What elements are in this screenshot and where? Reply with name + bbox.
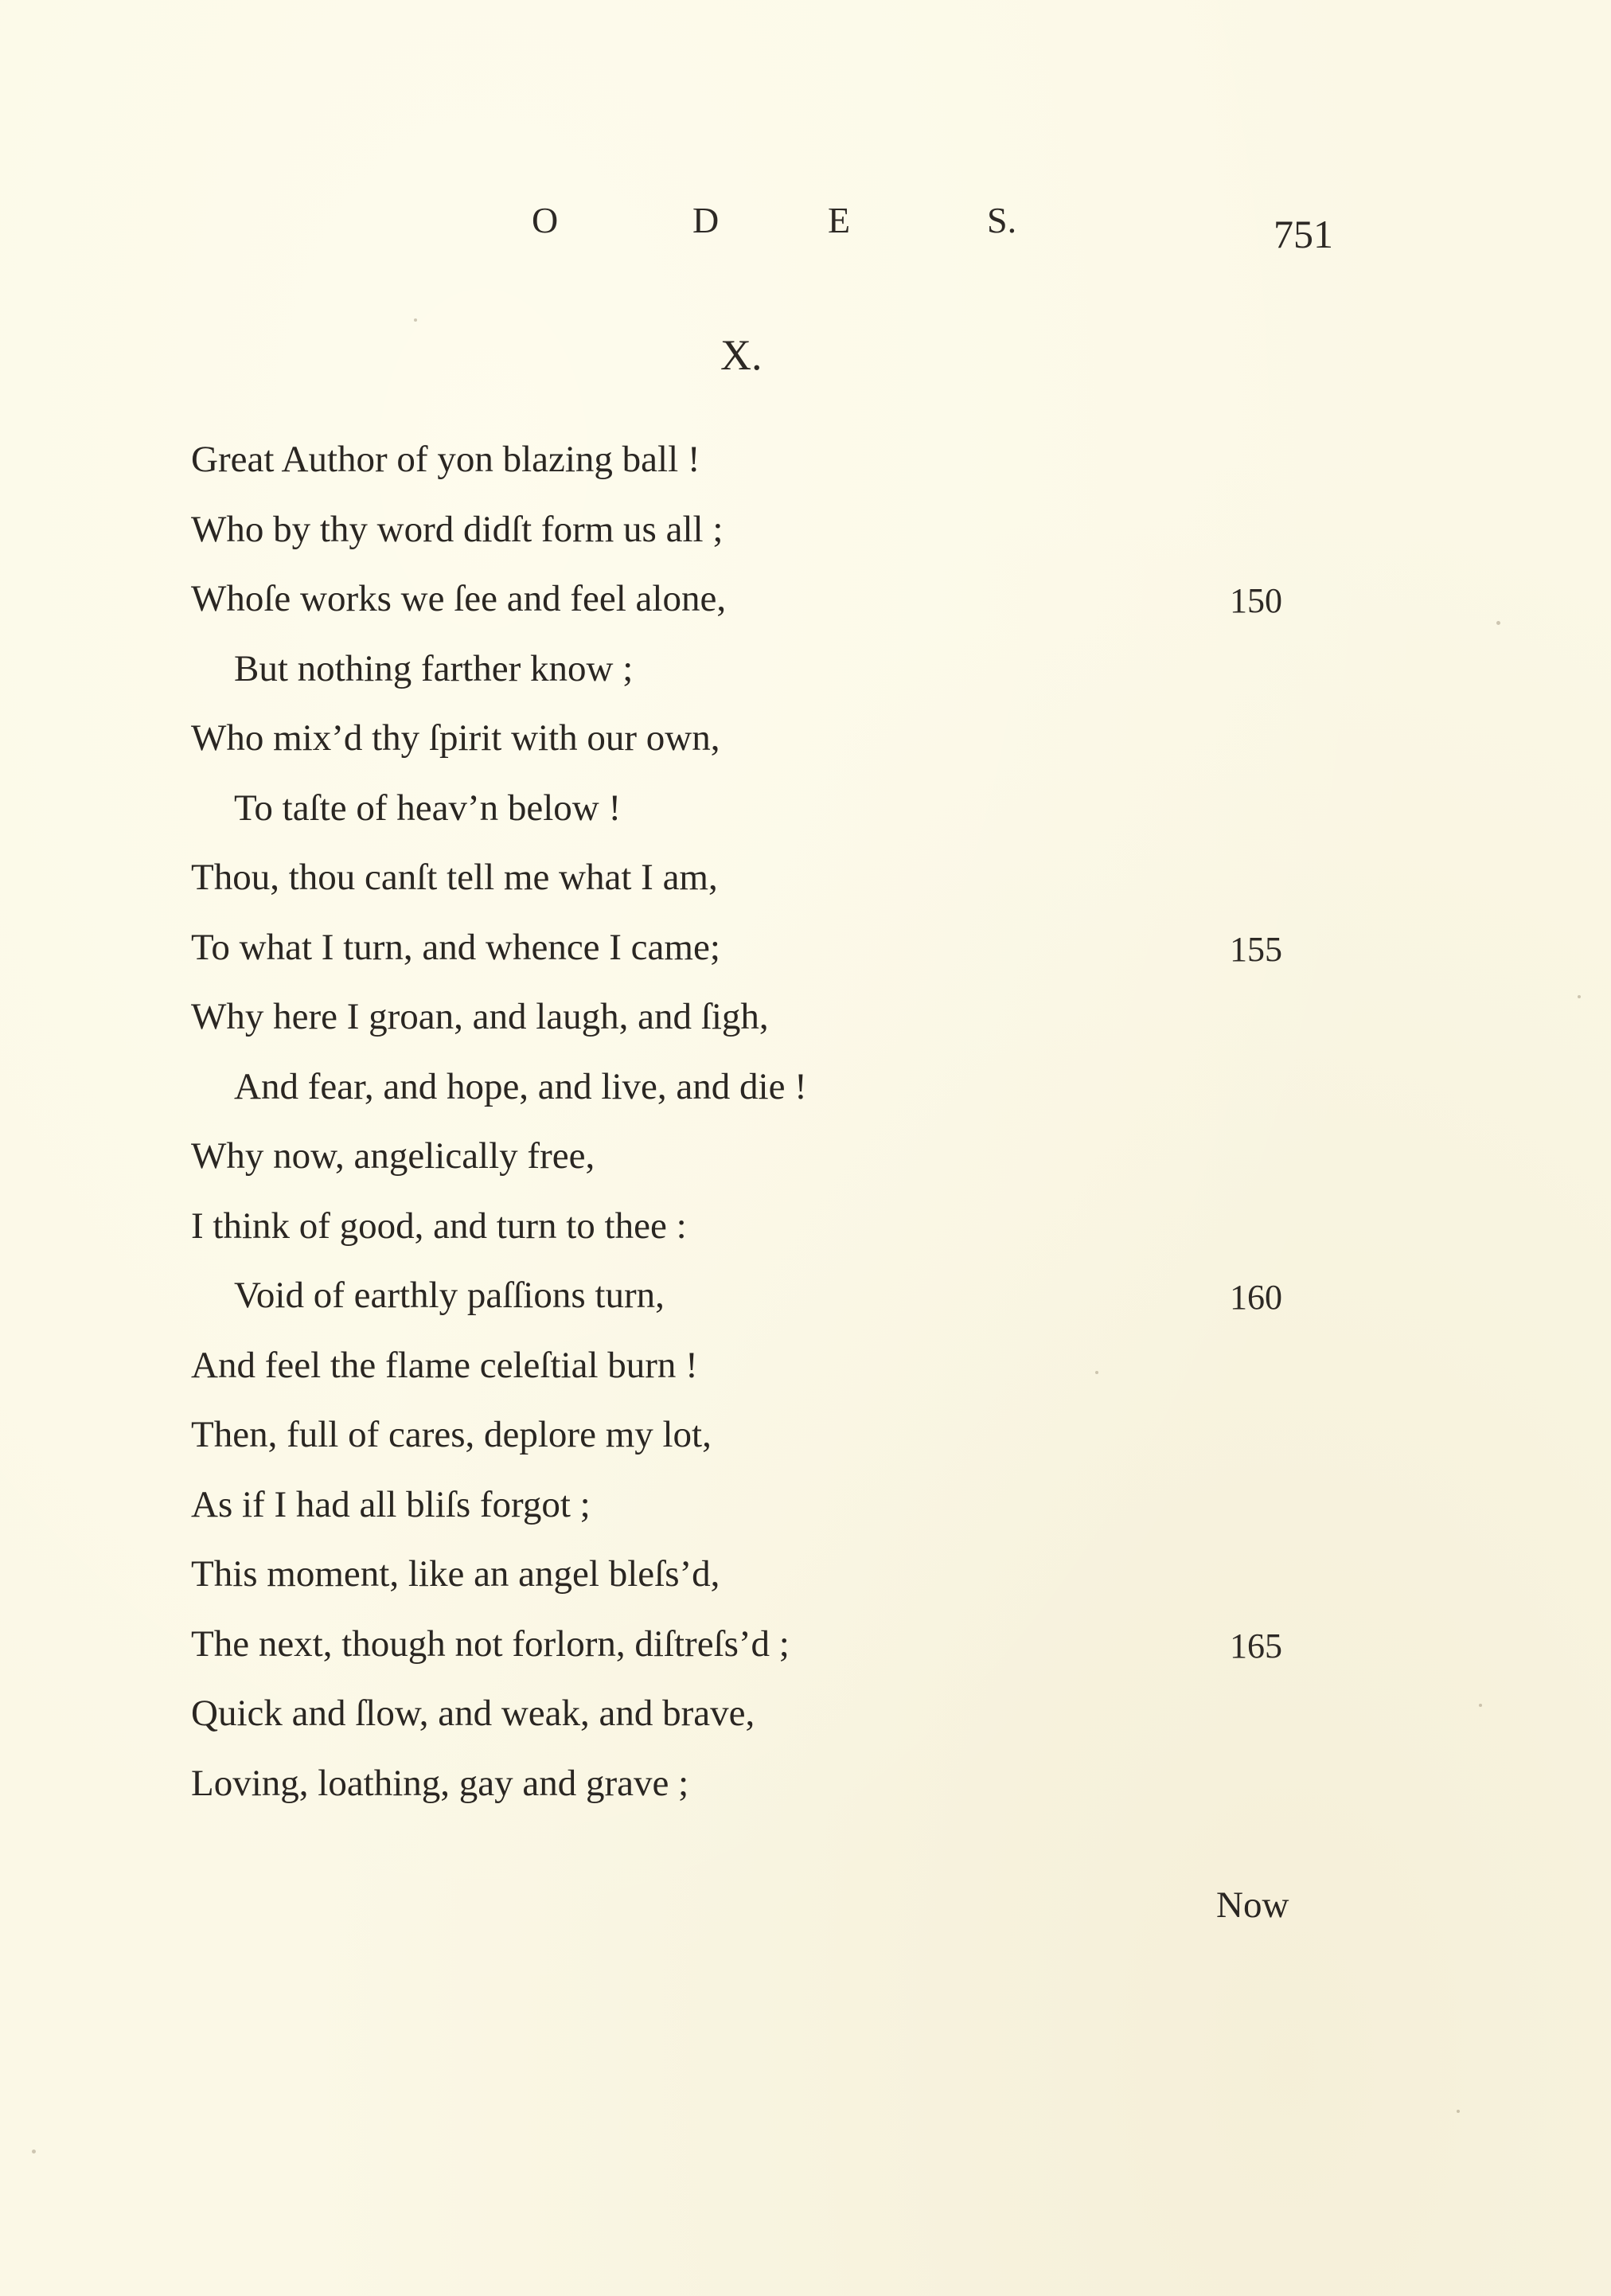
poem-line: Then, full of cares, deplore my lot, — [191, 1414, 712, 1455]
poem-line: To taſte of heav’n below ! — [234, 787, 622, 829]
poem-line: But nothing farther know ; — [234, 648, 634, 689]
line-number: 150 — [1230, 581, 1282, 620]
line-number: 165 — [1230, 1626, 1282, 1665]
paper-speck — [1095, 1371, 1098, 1374]
poem-line: Who mix’d thy ſpirit with our own, — [191, 717, 720, 759]
poem-line: Thou, thou canſt tell me what I am, — [191, 857, 718, 898]
paper-speck — [1496, 621, 1500, 625]
paper-speck — [1578, 995, 1581, 998]
poem-line: This moment, like an angel bleſs’d, — [191, 1553, 720, 1595]
poem-line: And feel the flame celeſtial burn ! — [191, 1345, 698, 1386]
running-head-letter: D — [692, 200, 720, 240]
poem-line: Why now, angelically free, — [191, 1135, 595, 1177]
poem-line: Void of earthly paſſions turn, — [234, 1275, 665, 1316]
poem-line: To what I turn, and whence I came; — [191, 927, 720, 968]
poem-line: Quick and ſlow, and weak, and brave, — [191, 1693, 755, 1734]
running-head-letter: E — [828, 200, 851, 240]
line-number: 155 — [1230, 930, 1282, 969]
poem-line: I think of good, and turn to thee : — [191, 1205, 687, 1247]
paper-speck — [1457, 2110, 1460, 2113]
poem-line: And fear, and hope, and live, and die ! — [234, 1066, 807, 1107]
line-number: 160 — [1230, 1278, 1282, 1317]
poem-line: Loving, loathing, gay and grave ; — [191, 1763, 689, 1804]
poem-line: As if I had all bliſs forgot ; — [191, 1484, 591, 1525]
catchword: Now — [1216, 1884, 1289, 1926]
poem-line: The next, though not forlorn, diſtreſs’d ; — [191, 1623, 790, 1665]
page-number: 751 — [1274, 212, 1333, 256]
poem-line: Why here I groan, and laugh, and ſigh, — [191, 996, 769, 1037]
paper-speck — [1479, 1704, 1482, 1707]
poem-line: Who by thy word didſt form us all ; — [191, 509, 724, 550]
running-head-letter: S. — [987, 200, 1017, 240]
paper-speck — [414, 318, 417, 322]
poem-line: Great Author of yon blazing ball ! — [191, 439, 700, 480]
running-head-letter: O — [532, 200, 559, 240]
section-number: X. — [720, 331, 763, 379]
paper-speck — [32, 2150, 36, 2153]
poem-line: Whoſe works we ſee and feel alone, — [191, 578, 727, 619]
